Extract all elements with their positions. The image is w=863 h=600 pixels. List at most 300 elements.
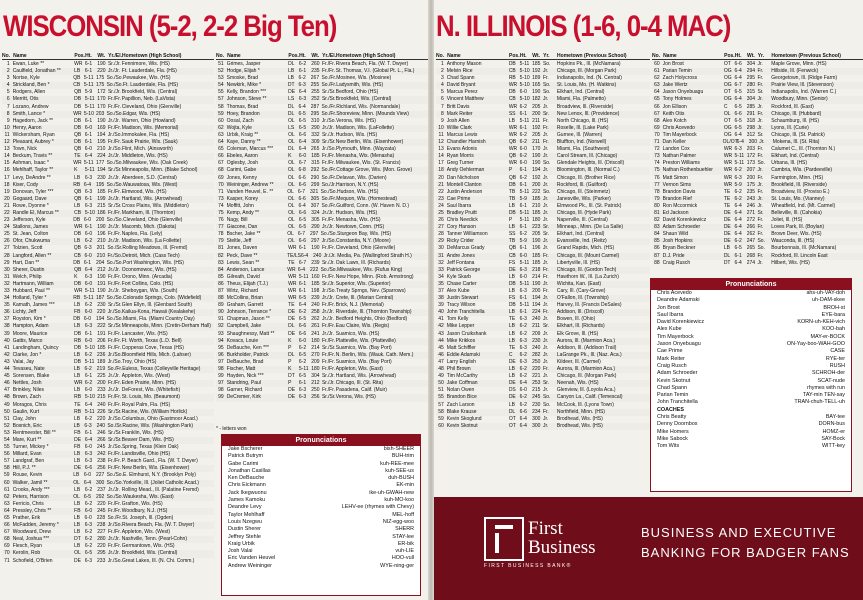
- roster-row: [436, 125, 650, 132]
- roster-row: [2, 146, 214, 153]
- roster-cell: 53: [4, 429, 10, 436]
- roster-cell: LB: [74, 529, 81, 536]
- roster-cell: DE: [74, 557, 81, 564]
- roster-row: [436, 75, 650, 82]
- roster-cell: 6-1: [84, 68, 93, 75]
- roster-cell: Fr.: [757, 174, 764, 181]
- roster-cell: 230: [97, 174, 106, 181]
- roster-cell: 258: [311, 309, 320, 316]
- roster-cell: Superior, Wis. (Superior): [335, 280, 391, 287]
- roster-cell: DB: [74, 139, 82, 146]
- roster-cell: 5-11: [84, 96, 95, 103]
- roster-cell: 270: [311, 351, 320, 358]
- roster-cell: LaGrange Pk., Ill. (Naz. Aca.): [556, 351, 622, 358]
- roster-cell: 250: [532, 358, 541, 365]
- roster-cell: Franklin, Wis. (HS): [121, 429, 164, 436]
- roster-cell: 6-4: [298, 202, 306, 209]
- roster-cell: 4: [6, 82, 10, 89]
- roster-cell: 6-0: [519, 89, 527, 96]
- pronunciation-row: [651, 370, 851, 377]
- roster-cell: Fr./Fr.: [321, 153, 336, 160]
- roster-cell: Burkholder, Patrick: [226, 351, 269, 358]
- roster-cell: 190: [532, 280, 541, 287]
- roster-row: [436, 68, 650, 75]
- roster-cell: Randle El, Marcus **: [12, 209, 59, 216]
- roster-cell: 24: [4, 224, 10, 231]
- roster-cell: Fr.: [757, 224, 764, 231]
- pronunciation-name: Patrick Butrym: [228, 453, 264, 460]
- roster-cell: 35: [4, 302, 10, 309]
- roster-cell: 205: [532, 231, 541, 238]
- roster-cell: 6-4: [84, 153, 93, 160]
- roster-cell: Phil Brown: [446, 366, 471, 373]
- roster-cell: 26: [4, 238, 10, 245]
- pronunciation-guide: DORN-bus: [818, 421, 845, 428]
- roster-cell: 6-3: [734, 146, 742, 153]
- roster-row: [2, 394, 214, 401]
- roster-cell: Fr.: [542, 288, 549, 294]
- roster-cell: 86: [218, 280, 224, 287]
- roster-cell: Chicago, Ill. (St. Patrick): [771, 131, 825, 138]
- roster-cell: Kyle Skarb: [446, 273, 471, 280]
- pronunciation-row: [222, 475, 420, 482]
- pronunciation-guide: bish-SHEER: [383, 446, 414, 452]
- roster-cell: OL: [288, 217, 295, 224]
- roster-cell: Jr./Jr.: [323, 252, 336, 259]
- roster-row: [652, 260, 863, 267]
- roster-cell: 66: [654, 103, 660, 110]
- roster-cell: Jeff Fontana: [446, 259, 475, 266]
- roster-row: [2, 522, 214, 529]
- roster-cell: DE: [508, 394, 516, 401]
- roster-cell: Hagedorn, Jack **: [12, 117, 53, 124]
- roster-cell: 33: [438, 266, 444, 273]
- roster-cell: 6-3: [519, 288, 527, 294]
- roster-header: [2, 50, 214, 60]
- roster-row: [2, 111, 214, 118]
- roster-row: [436, 139, 650, 146]
- roster-header-cell: Wt.: [311, 53, 320, 59]
- roster-cell: Elkhart, Ind. (Central): [556, 231, 605, 238]
- roster-cell: Fennimore, Wis. (HS): [121, 61, 170, 67]
- roster-cell: 63: [654, 82, 660, 89]
- roster-cell: Kasper, Korey: [226, 195, 259, 202]
- pronunciation-row: [651, 414, 851, 421]
- roster-row: [652, 217, 863, 224]
- roster-cell: 5-11: [519, 188, 530, 195]
- roster-row: [652, 118, 863, 125]
- roster-cell: Glenview, Ill. (Loyola Aca.): [556, 387, 616, 394]
- roster-cell: DE: [288, 387, 296, 394]
- roster-cell: 190: [311, 245, 320, 252]
- roster-cell: 261: [311, 323, 320, 330]
- roster-cell: Rolling Meadows, Ill. (Fremd): [122, 245, 188, 252]
- roster-cell: 209: [311, 358, 320, 365]
- roster-row: [216, 231, 428, 238]
- roster-cell: 5: [440, 89, 444, 96]
- roster-cell: WR: [74, 61, 83, 67]
- roster-cell: TE: [723, 195, 731, 202]
- roster-cell: 6-2: [298, 75, 306, 82]
- roster-cell: Maple Grove, Minn. (HS): [771, 61, 827, 67]
- roster-cell: 60: [4, 479, 10, 486]
- roster-cell: 6-2: [84, 536, 93, 543]
- roster-cell: Josh Hopkins: [662, 238, 693, 245]
- roster-row: [652, 182, 863, 189]
- roster-row: [2, 231, 214, 238]
- roster-row: [2, 501, 214, 508]
- roster-cell: So./So.: [106, 295, 123, 302]
- roster-cell: 5-10: [519, 96, 530, 103]
- roster-cell: Jr.: [542, 131, 549, 138]
- roster-cell: 6-1: [519, 124, 527, 131]
- pronunciation-row: [651, 356, 851, 363]
- roster-cell: DE: [288, 330, 296, 337]
- roster-cell: QB: [508, 139, 517, 146]
- roster-row: [2, 494, 214, 501]
- roster-row: [216, 352, 428, 359]
- pronunciation-name: Kraig Urbik: [228, 540, 255, 547]
- pronunciation-name: Cae Prime: [657, 348, 683, 355]
- roster-cell: Vanden Heuvel, E. **: [226, 188, 274, 195]
- roster-cell: RB: [74, 394, 82, 401]
- roster-cell: 307: [310, 202, 320, 209]
- roster-cell: 185: [532, 209, 541, 216]
- roster-cell: WR: [508, 131, 518, 138]
- pronunciation-row: [651, 421, 851, 428]
- roster-cell: 274: [746, 259, 756, 266]
- roster-cell: Pasadena, Calif. (Muir): [335, 387, 387, 394]
- roster-cell: 206: [97, 337, 106, 344]
- roster-cell: 195: [97, 139, 106, 146]
- roster-cell: Richland, Wis. (Normandale): [336, 103, 401, 110]
- roster-cell: Royal Palm, Fla. (HS): [121, 401, 171, 408]
- roster-cell: 6-6: [298, 181, 306, 188]
- roster-cell: 6-1: [84, 330, 93, 337]
- roster-row: [216, 111, 428, 118]
- roster-cell: LB: [508, 337, 515, 344]
- roster-cell: 6-6: [298, 209, 307, 216]
- roster-header-cell: Hometown (High School): [336, 53, 396, 59]
- roster-row: [2, 366, 214, 373]
- roster-row: [216, 331, 428, 338]
- roster-cell: Gilreath, David: [226, 273, 260, 280]
- roster-cell: Sr.: [757, 209, 764, 216]
- roster-cell: Naples, Fla. (Lely): [121, 231, 163, 238]
- roster-cell: 6-5: [298, 351, 307, 358]
- roster-cell: Caulfield, Jonathan **: [12, 68, 61, 75]
- roster-cell: 185: [532, 259, 541, 266]
- roster-row: [216, 253, 428, 260]
- roster-cell: Preston Williams: [662, 160, 700, 167]
- roster-cell: 6-4: [298, 302, 307, 309]
- roster-row: [2, 267, 214, 274]
- roster-cell: Jr./Jr.: [107, 224, 120, 231]
- pronunciation-name: Jake Bscherer: [228, 446, 263, 452]
- roster-cell: Kailua-Kona, Hawaii (Kealakehe): [121, 309, 196, 316]
- roster-row: [652, 82, 863, 89]
- roster-cell: Tracy Wilson: [446, 302, 476, 309]
- roster-cell: Jr.: [542, 103, 549, 110]
- roster-cell: 20: [438, 174, 444, 181]
- roster-cell: Rockford, Ill. (East): [771, 103, 814, 110]
- roster-cell: Rolling Mead., Ill. (Palatine Fremd): [121, 486, 199, 493]
- roster-cell: 211: [532, 323, 541, 330]
- pronunciation-row: [651, 363, 851, 370]
- roster-cell: 11: [438, 131, 444, 138]
- roster-cell: 81: [654, 209, 660, 216]
- roster-row: [2, 437, 214, 444]
- pronunciation-name: Dustin Sherer: [228, 526, 261, 533]
- roster-cell: Rockford, Ill. (Guilford): [556, 181, 607, 188]
- roster-cell: Mokena, Ill. (St. Rita): [772, 139, 820, 146]
- roster-cell: QB: [73, 245, 81, 252]
- roster-row: [436, 217, 650, 224]
- roster-cell: 96: [218, 351, 224, 358]
- roster-cell: 170: [532, 146, 541, 153]
- roster-cell: 211: [532, 117, 541, 124]
- roster-cell: 5-9: [519, 238, 527, 245]
- pronunciation-row: [651, 334, 851, 341]
- roster-cell: 40: [4, 337, 10, 344]
- roster-cell: Kildeer, Ill. (Carmel): [556, 358, 601, 365]
- roster-cell: Miami, Fla. (Southwest): [556, 146, 610, 153]
- roster-row: [2, 430, 214, 437]
- roster-row: [436, 338, 650, 345]
- roster-cell: 6-2: [519, 231, 527, 238]
- roster-row: [216, 316, 428, 323]
- roster-cell: 6-2: [84, 486, 93, 493]
- roster-cell: DL: [288, 146, 295, 153]
- roster-row: [436, 118, 650, 125]
- roster-cell: Tony Holmes: [662, 96, 692, 103]
- roster-cell: 6-7: [298, 160, 307, 167]
- roster-cell: 190: [532, 89, 541, 96]
- roster-cell: Minneapolis, Minn. (Cretin-Derham Hall): [121, 323, 211, 330]
- roster-cell: Detroit, Mich. (Cass Tech): [122, 252, 180, 259]
- roster-cell: Fr./Fr.: [321, 217, 336, 224]
- roster-row: [436, 281, 650, 288]
- first-business-ad[interactable]: [434, 497, 863, 600]
- roster-cell: Fr.: [757, 75, 764, 82]
- roster-cell: 6-3: [298, 387, 307, 394]
- roster-cell: 189: [97, 358, 106, 365]
- roster-cell: 90: [218, 309, 224, 316]
- roster-cell: Graham, Garrett: [226, 302, 264, 309]
- roster-cell: Moragos, Chris: [12, 401, 47, 408]
- roster-cell: Nathan Palmer: [662, 153, 696, 160]
- roster-cell: Grand Rapids, Mich. (HS): [556, 245, 615, 252]
- roster-cell: 87: [654, 252, 660, 259]
- roster-cell: LB: [74, 543, 81, 550]
- roster-cell: Jr./Jr.: [107, 550, 120, 557]
- roster-cell: Coleman, Marcus ***: [226, 146, 274, 153]
- roster-cell: Carimi, Gabe: [226, 167, 257, 174]
- roster-row: [652, 196, 863, 203]
- roster-cell: Elk Grove, Ill. (HS): [556, 330, 599, 337]
- roster-cell: 38: [4, 323, 10, 330]
- roster-header: [652, 50, 863, 60]
- roster-cell: 256: [311, 394, 320, 401]
- roster-cell: 212: [311, 380, 320, 387]
- roster-cell: New Berlin, Wis. (Eisenhower): [121, 465, 190, 472]
- roster-row: [216, 210, 428, 217]
- roster-cell: LB: [508, 224, 515, 231]
- roster-cell: 305: [311, 217, 320, 224]
- pronunciation-guide: KORN-uh-KEH-vich: [797, 319, 845, 326]
- roster-cell: 7: [440, 103, 444, 110]
- roster-row: [2, 274, 214, 281]
- roster-cell: Fr.: [757, 146, 764, 153]
- roster-cell: 42: [4, 351, 10, 358]
- roster-cell: 6-5: [734, 245, 742, 252]
- roster-cell: Welch, Philip: [12, 273, 42, 280]
- roster-cell: 304: [746, 61, 756, 67]
- ad-headline-line1: BUSINESS AND EXECUTIVE: [641, 525, 837, 540]
- roster-cell: 51: [218, 61, 224, 67]
- roster-cell: Andy Oehlerman: [446, 167, 485, 174]
- roster-cell: 222: [309, 266, 319, 273]
- roster-cell: Newkirk, Mike *: [226, 82, 262, 89]
- roster-cell: 196: [97, 231, 106, 238]
- roster-cell: DT: [74, 536, 81, 543]
- roster-row: [652, 89, 863, 96]
- roster-cell: Farmington, Minn. (HS): [771, 174, 824, 181]
- roster-cell: 6-3: [84, 458, 93, 465]
- roster-cell: Cae Prime: [446, 195, 471, 202]
- roster-cell: 220: [97, 543, 106, 550]
- roster-cell: Nashville, Tenn. (Pearl-Cohn): [121, 536, 187, 543]
- roster-row: [2, 558, 214, 565]
- roster-row: [436, 394, 650, 401]
- roster-cell: Bedford Heights, Ohio (Bedford): [335, 316, 408, 323]
- roster-cell: 32: [4, 280, 10, 287]
- pronunciation-row: [651, 312, 851, 319]
- roster-row: [652, 238, 863, 245]
- roster-cell: Grimes, Jasper: [226, 61, 261, 67]
- roster-cell: Brandon Rief: [662, 195, 692, 202]
- roster-cell: Edgar, Wis. (HS): [122, 110, 161, 117]
- roster-cell: Jr.: [759, 139, 765, 146]
- pronunciation-row: [651, 326, 851, 333]
- roster-cell: 9: [6, 117, 10, 124]
- roster-cell: Johnson, Steve **: [226, 96, 267, 103]
- roster-cell: DeCremer, Kirk: [226, 394, 261, 401]
- roster-cell: 6-3: [84, 174, 93, 181]
- roster-row: [436, 146, 650, 153]
- roster-cell: Jr.: [542, 295, 549, 302]
- roster-cell: Evans Adonis: [446, 146, 478, 153]
- roster-cell: Eden Prairie, Minn. (HS): [121, 380, 176, 387]
- roster-cell: 304: [311, 373, 320, 380]
- pronunciation-row: [222, 534, 420, 541]
- roster-row: [652, 245, 863, 252]
- roster-cell: 6-3: [298, 394, 307, 401]
- roster-cell: Fr./Fr.: [321, 68, 336, 75]
- roster-cell: 190: [97, 61, 106, 67]
- roster-cell: K: [288, 153, 292, 160]
- roster-cell: Fr.: [542, 252, 549, 259]
- roster-row: [436, 288, 650, 295]
- roster-cell: 6-8: [298, 167, 306, 174]
- roster-cell: 6-2: [84, 351, 92, 358]
- roster-cell: 75: [218, 209, 224, 216]
- roster-cell: 44: [438, 337, 444, 344]
- roster-cell: 6-2: [84, 302, 93, 309]
- roster-cell: LB: [74, 302, 81, 309]
- roster-cell: DB: [74, 96, 82, 103]
- roster-cell: 39: [4, 330, 10, 337]
- roster-cell: Garner, Richard: [226, 387, 262, 394]
- roster-cell: 5-11: [84, 167, 95, 174]
- roster-cell: 51: [4, 415, 10, 422]
- roster-cell: 172: [746, 153, 756, 160]
- roster-cell: Patrick George: [446, 266, 481, 273]
- roster-row: [436, 224, 650, 231]
- roster-row: [2, 175, 214, 182]
- roster-cell: Fr./So.: [107, 252, 123, 259]
- roster-row: [436, 104, 650, 111]
- pronunciation-guide: LEHV-ee (rhymes with Chevy): [341, 504, 414, 511]
- roster-cell: 28: [4, 252, 10, 259]
- roster-cell: 224: [97, 153, 106, 160]
- roster-cell: Chicago, Ill. (Brother Rice): [556, 174, 616, 181]
- pronunciation-guide: kuh-SEE-us: [385, 467, 414, 474]
- roster-cell: Joliet, Ill. (HS): [771, 217, 803, 224]
- wisconsin-pronunciations-box: [221, 434, 421, 596]
- roster-cell: 6-1: [298, 280, 307, 287]
- roster-cell: 66: [4, 522, 10, 529]
- roster-cell: 310: [311, 117, 320, 124]
- roster-cell: 89: [218, 302, 224, 309]
- roster-cell: Jr.: [542, 209, 549, 216]
- roster-row: [2, 480, 214, 487]
- roster-cell: 180: [311, 337, 320, 344]
- roster-row: [2, 245, 214, 252]
- roster-cell: TE: [288, 259, 295, 266]
- roster-cell: 70: [4, 550, 10, 557]
- roster-cell: Jr.: [542, 245, 549, 252]
- roster-cell: 6-2: [519, 174, 527, 181]
- roster-cell: Kelly, Brandon ***: [226, 89, 267, 96]
- roster-cell: 6-1: [84, 195, 93, 202]
- roster-cell: WR: [723, 167, 733, 174]
- roster-cell: Fr.: [542, 124, 549, 131]
- pronunciation-guide: MAY-er-BOCK: [810, 333, 845, 340]
- roster-row: [216, 132, 428, 139]
- roster-cell: 76: [654, 174, 660, 181]
- roster-cell: 43: [4, 358, 10, 365]
- roster-cell: 226: [97, 408, 106, 415]
- roster-cell: Kiser, Cody: [12, 181, 39, 188]
- roster-cell: 6-4: [519, 415, 527, 422]
- roster-cell: 6-7: [297, 231, 306, 238]
- roster-cell: 223: [532, 224, 541, 231]
- pronunciation-row: [222, 497, 420, 504]
- roster-cell: 190: [97, 288, 106, 294]
- roster-row: [652, 104, 863, 111]
- roster-cell: 267: [310, 75, 320, 82]
- roster-cell: Strickland, Ben *: [12, 82, 50, 89]
- roster-cell: 6-3: [84, 202, 93, 209]
- roster-cell: Fr./Fr.: [107, 209, 122, 216]
- roster-cell: So./Fr.: [321, 202, 337, 209]
- roster-cell: LB: [73, 366, 80, 373]
- roster-cell: 294: [746, 68, 756, 75]
- roster-cell: 235: [746, 188, 756, 195]
- roster-cell: Beaver Dam, Wis. (HS): [121, 436, 174, 443]
- roster-cell: Ricky Crider: [446, 238, 474, 245]
